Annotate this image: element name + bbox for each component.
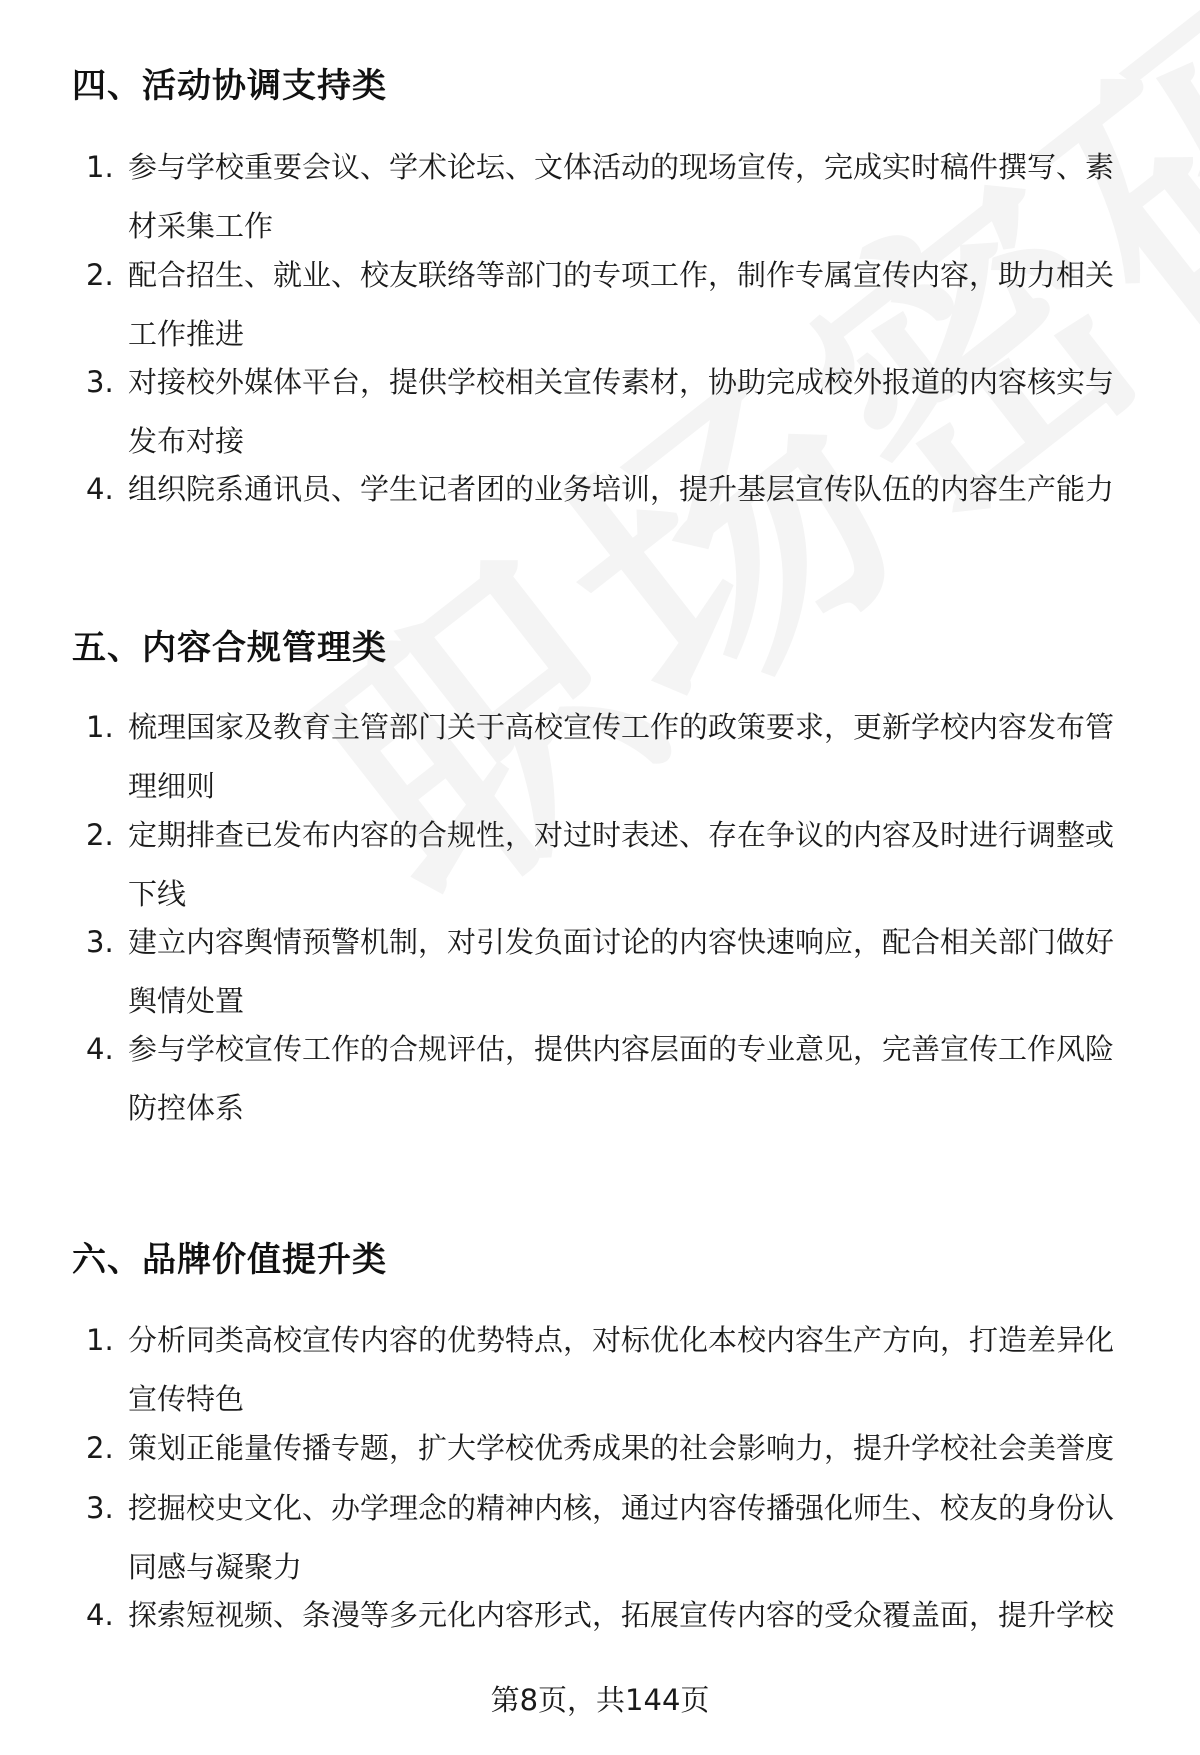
list-item xyxy=(72,1419,1142,1478)
page-footer: 第8页，共144页 xyxy=(490,1683,710,1717)
list-item-text: 策划正能量传播专题，扩大学校优秀成果的社会影响力，提升学校社会美誉度 xyxy=(128,1431,1115,1465)
list-number: 2. xyxy=(86,258,114,292)
list-item xyxy=(72,913,1142,1031)
list-number: 1. xyxy=(86,1323,114,1357)
list-item-text: 参与学校宣传工作的合规评估，提供内容层面的专业意见，完善宣传工作风险防控体系 xyxy=(128,1032,1115,1125)
list-item xyxy=(72,246,1142,364)
list-item-text: 配合招生、就业、校友联络等部门的专项工作，制作专属宣传内容，助力相关工作推进 xyxy=(128,258,1115,351)
list-item xyxy=(72,460,1142,519)
list-number: 4. xyxy=(86,1598,114,1632)
list-item xyxy=(72,1311,1142,1429)
list-number: 3. xyxy=(86,1491,114,1525)
list-item-text: 对接校外媒体平台，提供学校相关宣传素材，协助完成校外报道的内容核实与发布对接 xyxy=(128,365,1115,458)
section-title-activity-support: 四、活动协调支持类 xyxy=(72,66,387,106)
list-number: 3. xyxy=(86,925,114,959)
list-number: 4. xyxy=(86,1032,114,1066)
list-number: 2. xyxy=(86,1431,114,1465)
list-number: 2. xyxy=(86,818,114,852)
list-item xyxy=(72,806,1142,924)
list-number: 4. xyxy=(86,472,114,506)
section-title-brand-value: 六、品牌价值提升类 xyxy=(72,1240,387,1280)
list-item-text: 建立内容舆情预警机制，对引发负面讨论的内容快速响应，配合相关部门做好舆情处置 xyxy=(128,925,1115,1018)
list-number: 1. xyxy=(86,710,114,744)
list-item xyxy=(72,698,1142,816)
list-item-text: 参与学校重要会议、学术论坛、文体活动的现场宣传，完成实时稿件撰写、素材采集工作 xyxy=(128,150,1115,243)
list-item-text: 分析同类高校宣传内容的优势特点，对标优化本校内容生产方向，打造差异化宣传特色 xyxy=(128,1323,1115,1416)
list-item xyxy=(72,138,1142,256)
list-item xyxy=(72,353,1142,471)
section-title-content-compliance: 五、内容合规管理类 xyxy=(72,628,387,668)
list-number: 3. xyxy=(86,365,114,399)
list-item xyxy=(72,1020,1142,1138)
list-item-text: 梳理国家及教育主管部门关于高校宣传工作的政策要求，更新学校内容发布管理细则 xyxy=(128,710,1115,803)
list-number: 1. xyxy=(86,150,114,184)
list-item-text: 定期排查已发布内容的合规性，对过时表述、存在争议的内容及时进行调整或下线 xyxy=(128,818,1115,911)
list-item-text: 组织院系通讯员、学生记者团的业务培训，提升基层宣传队伍的内容生产能力 xyxy=(128,472,1115,506)
list-item-text: 探索短视频、条漫等多元化内容形式，拓展宣传内容的受众覆盖面，提升学校 xyxy=(128,1598,1115,1632)
list-item-text: 挖掘校史文化、办学理念的精神内核，通过内容传播强化师生、校友的身份认同感与凝聚力 xyxy=(128,1491,1115,1584)
list-item xyxy=(72,1479,1142,1597)
list-item xyxy=(72,1586,1142,1645)
